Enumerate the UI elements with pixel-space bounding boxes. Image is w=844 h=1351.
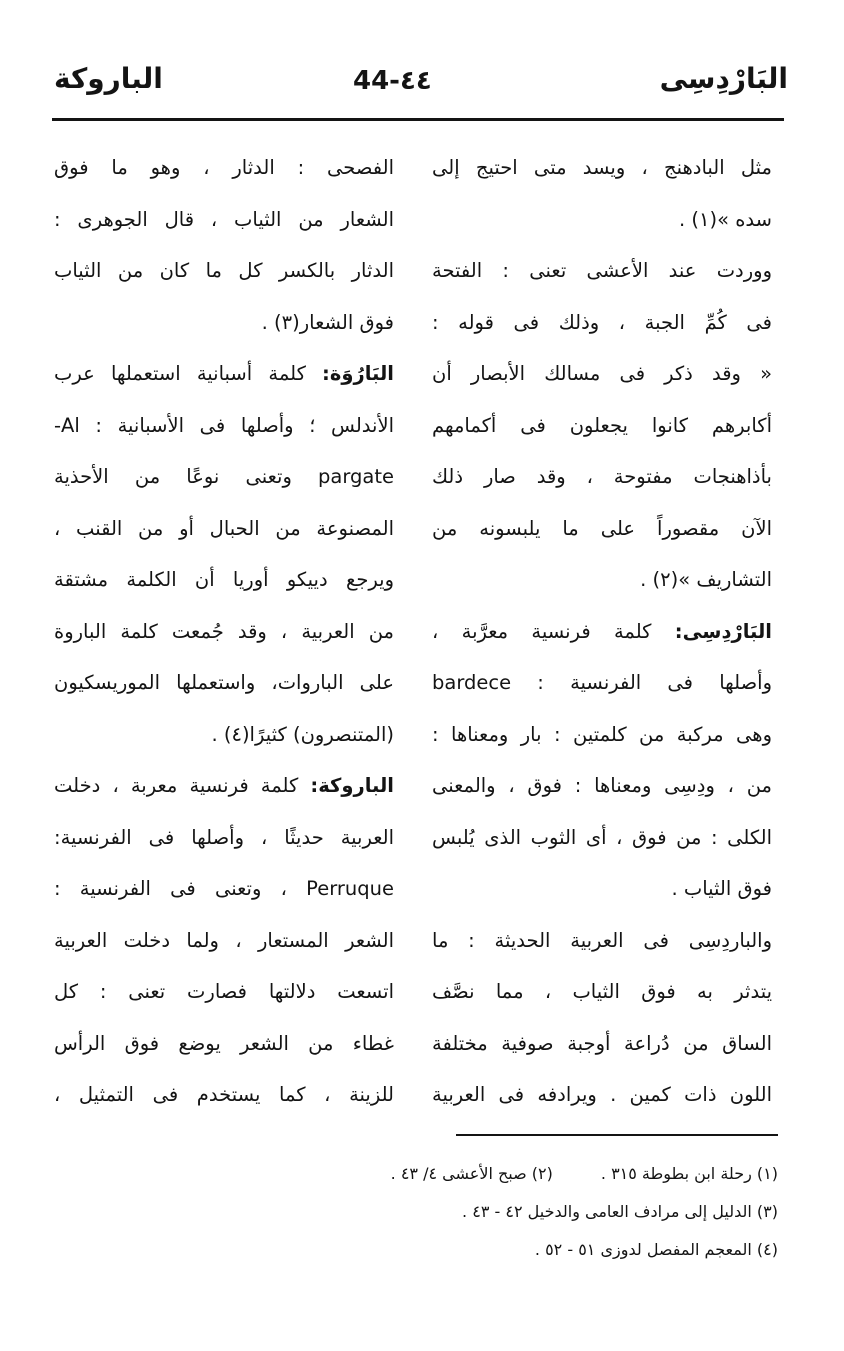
text-line: على الباروات، واستعملها الموريسكيون — [54, 671, 394, 694]
header-rule — [52, 118, 784, 121]
text-line: أكابرهم كانوا يجعلون فى أكمامهم — [432, 413, 772, 437]
text-line: بأذاهنجات مفتوحة ، وقد صار ذلك — [432, 465, 772, 488]
text-line: ووردت عند الأعشى تعنى : الفتحة — [432, 259, 772, 282]
text-line: اتسعت دلالتها فصارت تعنى : كل — [54, 980, 394, 1003]
entry-headword: البَارُوَة: — [322, 362, 394, 385]
text-line: Perruque ، وتعنى فى الفرنسية : — [54, 877, 394, 900]
page-number: 44-٤٤ — [353, 66, 432, 96]
text-line: والباردِسِى فى العربية الحديثة : ما — [432, 928, 772, 952]
right-text-column — [432, 142, 772, 1121]
text-line: الساق من دُراعة أوجبة صوفية مختلفة — [432, 1031, 772, 1055]
footnote-2: (٢) صبح الأعشى ٤/ ٤٣ . — [390, 1164, 553, 1183]
entry-text: كلمة أسبانية استعملها عرب — [54, 362, 323, 385]
footnote-row-2 — [178, 1193, 778, 1231]
footnote-rule — [456, 1134, 778, 1136]
text-line: الدثار بالكسر كل ما كان من الثياب — [54, 259, 394, 282]
left-text-column — [54, 142, 394, 1121]
entry-headword: الباروكة: — [310, 774, 394, 797]
text-line: (المتنصرون) كثيرًا(٤) . — [211, 722, 394, 746]
entry-headword: البَارْدِسِى: — [674, 619, 772, 643]
text-line: الفصحى : الدثار ، وهو ما فوق — [54, 156, 394, 179]
footnote-1: (١) رحلة ابن بطوطة ٣١٥ . — [600, 1164, 778, 1183]
text-line — [54, 348, 394, 400]
text-line: الكلى : من فوق ، أى الثوب الذى يُلبس — [432, 825, 772, 849]
footnote-4: (٤) المعجم المفصل لدوزى ٥١ - ٥٢ . — [534, 1240, 778, 1259]
text-line: فوق الثياب . — [671, 877, 772, 900]
text-line — [54, 760, 394, 812]
text-line: يتدثر به فوق الثياب ، مما نصَّف — [432, 980, 772, 1003]
text-line: المصنوعة من الحبال أو من القنب ، — [54, 516, 394, 540]
text-line: pargate وتعنى نوعًا من الأحذية — [54, 465, 394, 488]
text-line: الشعر المستعار ، ولما دخلت العربية — [54, 928, 394, 952]
running-title-right: البَارْدِسِى — [659, 62, 788, 95]
text-line: غطاء من الشعر يوضع فوق الرأس — [54, 1031, 394, 1055]
footnote-row-1 — [178, 1155, 778, 1193]
text-line: للزينة ، كما يستخدم فى التمثيل ، — [54, 1083, 394, 1106]
text-line: الشعار من الثياب ، قال الجوهرى : — [54, 207, 394, 231]
text-line: فوق الشعار(٣) . — [261, 310, 394, 334]
text-line: العربية حديثًا ، وأصلها فى الفرنسية: — [54, 825, 394, 849]
text-line: التشاريف »(٢) . — [640, 568, 772, 591]
text-line: مثل البادهنج ، ويسد متى احتيج إلى — [432, 156, 772, 179]
text-line: من ، ودِسِى ومعناها : فوق ، والمعنى — [432, 774, 772, 797]
text-line: « وقد ذكر فى مسالك الأبصار أن — [432, 362, 772, 385]
text-line: اللون ذات كمين . ويرادفه فى العربية — [432, 1083, 772, 1106]
page-header — [28, 58, 788, 108]
footnote-3: (٣) الدليل إلى مرادف العامى والدخيل ٤٢ - ٤٣ . — [462, 1202, 778, 1221]
footnotes — [178, 1155, 778, 1269]
text-line — [432, 606, 772, 658]
entry-text: كلمة فرنسية معربة ، دخلت — [54, 774, 311, 797]
text-line: الآن مقصوراً على ما يلبسونه من — [432, 516, 772, 540]
text-line: ويرجع دييكو أوريا أن الكلمة مشتقة — [54, 568, 394, 591]
text-line: من العربية ، وقد جُمعت كلمة الباروة — [54, 619, 394, 643]
footnote-row-3 — [178, 1231, 778, 1269]
text-line: وهى مركبة من كلمتين : بار ومعناها : — [432, 722, 772, 746]
text-line: وأصلها فى الفرنسية : bardece — [432, 671, 772, 694]
text-line: فى كُمِّ الجبة ، وذلك فى قوله : — [432, 310, 772, 334]
text-line: سده »(١) . — [678, 207, 772, 231]
running-title-left: الباروكة — [54, 62, 163, 95]
text-line: الأندلس ؛ وأصلها فى الأسبانية : Al- — [54, 413, 394, 437]
entry-text: كلمة فرنسية معرَّبة ، — [432, 619, 675, 643]
